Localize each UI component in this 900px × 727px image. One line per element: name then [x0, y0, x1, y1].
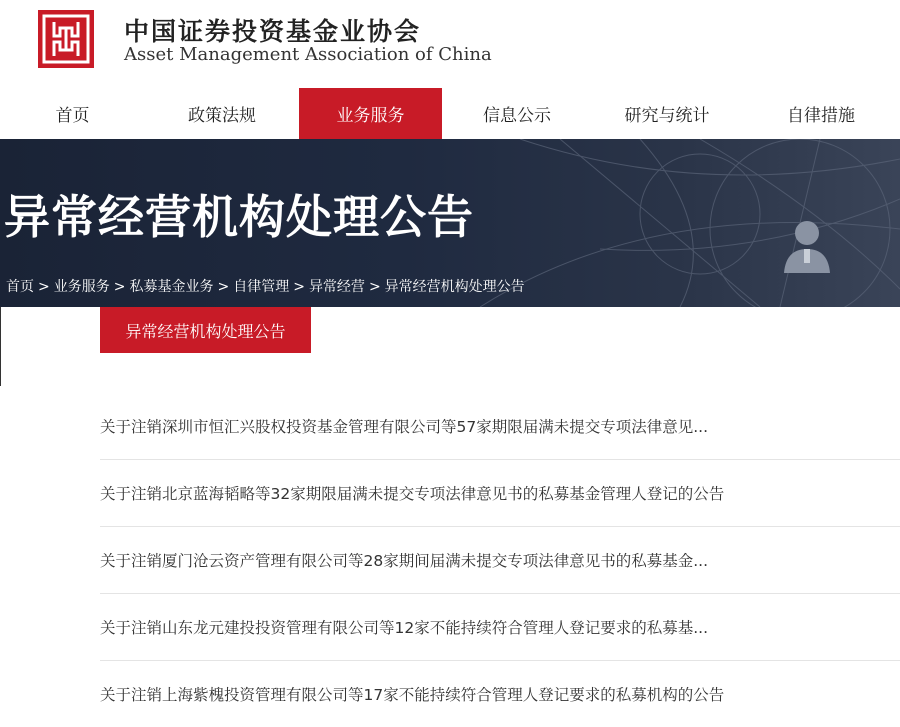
announcement-title[interactable]: 关于注销上海紫槐投资管理有限公司等17家不能持续符合管理人登记要求的私募机构的公告: [100, 686, 725, 704]
list-item[interactable]: [100, 594, 900, 661]
breadcrumb-separator: >: [368, 279, 381, 295]
nav-item-research[interactable]: 研究与统计: [624, 106, 710, 126]
breadcrumb-item-abnormal-operation[interactable]: 异常经营: [308, 279, 365, 295]
breadcrumb-separator: >: [217, 279, 230, 295]
announcement-list: [100, 393, 900, 727]
section-tab[interactable]: 异常经营机构处理公告: [100, 307, 311, 353]
list-item[interactable]: [100, 527, 900, 594]
breadcrumb-separator: >: [38, 279, 50, 295]
amac-logo-icon[interactable]: [38, 10, 94, 68]
announcement-title[interactable]: 关于注销北京蓝海韬略等32家期限届满未提交专项法律意见书的私募基金管理人登记的公告: [100, 485, 725, 503]
breadcrumb-item-business-services[interactable]: 业务服务: [53, 279, 110, 295]
breadcrumb-separator: >: [113, 279, 126, 295]
nav-item-self-discipline[interactable]: 自律措施: [787, 106, 855, 126]
list-item[interactable]: [100, 661, 900, 727]
breadcrumb-item-home[interactable]: 首页: [6, 279, 34, 295]
page-banner: [0, 139, 900, 307]
announcement-title[interactable]: 关于注销深圳市恒汇兴股权投资基金管理有限公司等57家期限届满未提交专项法律意见...: [100, 418, 709, 436]
user-icon: [782, 217, 832, 275]
nav-item-policy[interactable]: 政策法规: [188, 106, 256, 126]
nav-item-business-services[interactable]: 业务服务: [299, 88, 442, 139]
announcement-title[interactable]: 关于注销山东龙元建投投资管理有限公司等12家不能持续符合管理人登记要求的私募基...: [100, 619, 709, 637]
announcement-title[interactable]: 关于注销厦门沧云资产管理有限公司等28家期间届满未提交专项法律意见书的私募基金...: [100, 552, 709, 570]
site-header: [0, 0, 900, 88]
nav-item-info-disclosure[interactable]: 信息公示: [483, 106, 551, 126]
breadcrumb-item-current[interactable]: 异常经营机构处理公告: [384, 279, 525, 295]
content-left-border: [0, 307, 1, 386]
org-name-en: Asset Management Association of China: [124, 44, 492, 65]
breadcrumb: [6, 276, 525, 296]
breadcrumb-item-self-regulation[interactable]: 自律管理: [233, 279, 290, 295]
list-item[interactable]: [100, 460, 900, 527]
page-title: 异常经营机构处理公告: [4, 190, 474, 244]
org-name-cn: 中国证券投资基金业协会: [124, 17, 422, 46]
list-item[interactable]: [100, 393, 900, 460]
breadcrumb-item-private-fund[interactable]: 私募基金业务: [129, 279, 214, 295]
nav-item-home[interactable]: 首页: [55, 106, 90, 126]
breadcrumb-separator: >: [293, 279, 305, 295]
main-nav: [0, 88, 900, 139]
